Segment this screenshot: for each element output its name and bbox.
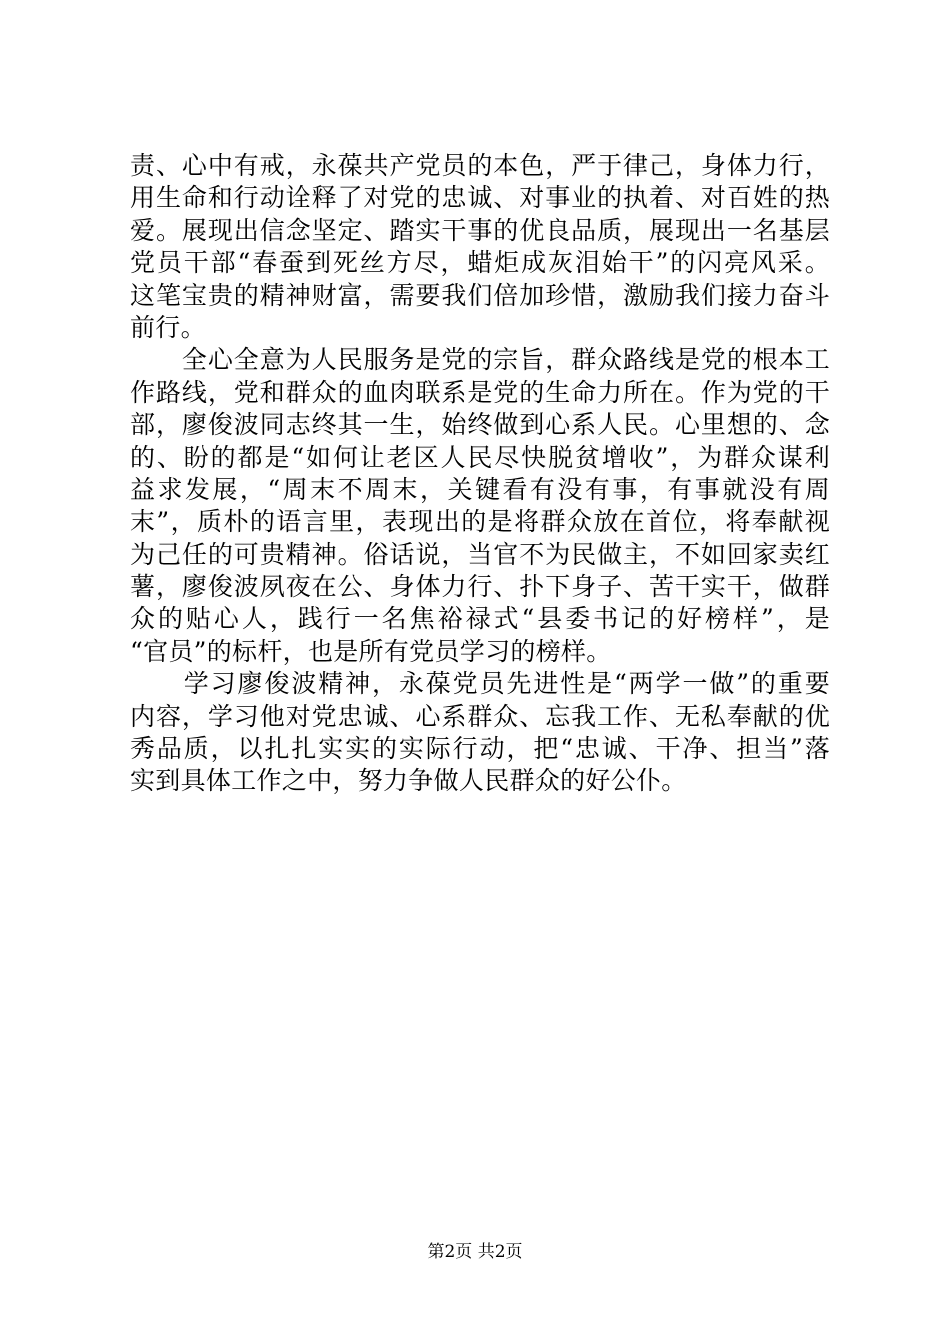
text-line: 的、盼的都是“如何让老区人民尽快脱贫增收”，为群众谋利: [130, 442, 830, 472]
page-footer: 第2页 共2页: [427, 1242, 523, 1262]
text-line: 众的贴心人，践行一名焦裕禄式“县委书记的好榜样”，是: [130, 604, 830, 634]
text-line: 学习廖俊波精神，永葆党员先进性是“两学一做”的重要: [130, 669, 830, 699]
text-line: 为己任的可贵精神。俗话说，当官不为民做主，不如回家卖红: [130, 539, 830, 569]
text-line: 前行。: [130, 312, 206, 342]
text-line: 益求发展，“周末不周末，关键看有没有事，有事就没有周: [130, 474, 830, 504]
text-line: 实到具体工作之中，努力争做人民群众的好公仆。: [130, 766, 687, 796]
text-line: 全心全意为人民服务是党的宗旨，群众路线是党的根本工: [130, 345, 830, 375]
text-line: 末”，质朴的语言里，表现出的是将群众放在首位，将奉献视: [130, 507, 830, 537]
text-line: 作路线，党和群众的血肉联系是党的生命力所在。作为党的干: [130, 377, 830, 407]
text-line: 爱。展现出信念坚定、踏实干事的优良品质，展现出一名基层: [130, 215, 830, 245]
text-line: “官员”的标杆，也是所有党员学习的榜样。: [130, 636, 612, 666]
text-line: 用生命和行动诠释了对党的忠诚、对事业的执着、对百姓的热: [130, 183, 830, 213]
text-line: 责、心中有戒，永葆共产党员的本色，严于律己，身体力行，: [130, 151, 830, 180]
text-line: 薯，廖俊波夙夜在公、身体力行、扑下身子、苦干实干，做群: [130, 572, 830, 602]
text-line: 秀品质，以扎扎实实的实际行动，把“忠诚、干净、担当”落: [130, 734, 830, 764]
text-line: 部，廖俊波同志终其一生，始终做到心系人民。心里想的、念: [130, 410, 830, 440]
text-line: 内容，学习他对党忠诚、心系群众、忘我工作、无私奉献的优: [130, 701, 830, 731]
text-line: 这笔宝贵的精神财富，需要我们倍加珍惜，激励我们接力奋斗: [130, 280, 830, 310]
body-text: [130, 150, 830, 798]
text-line: 党员干部“春蚕到死丝方尽，蜡炬成灰泪始干”的闪亮风采。: [130, 248, 830, 278]
